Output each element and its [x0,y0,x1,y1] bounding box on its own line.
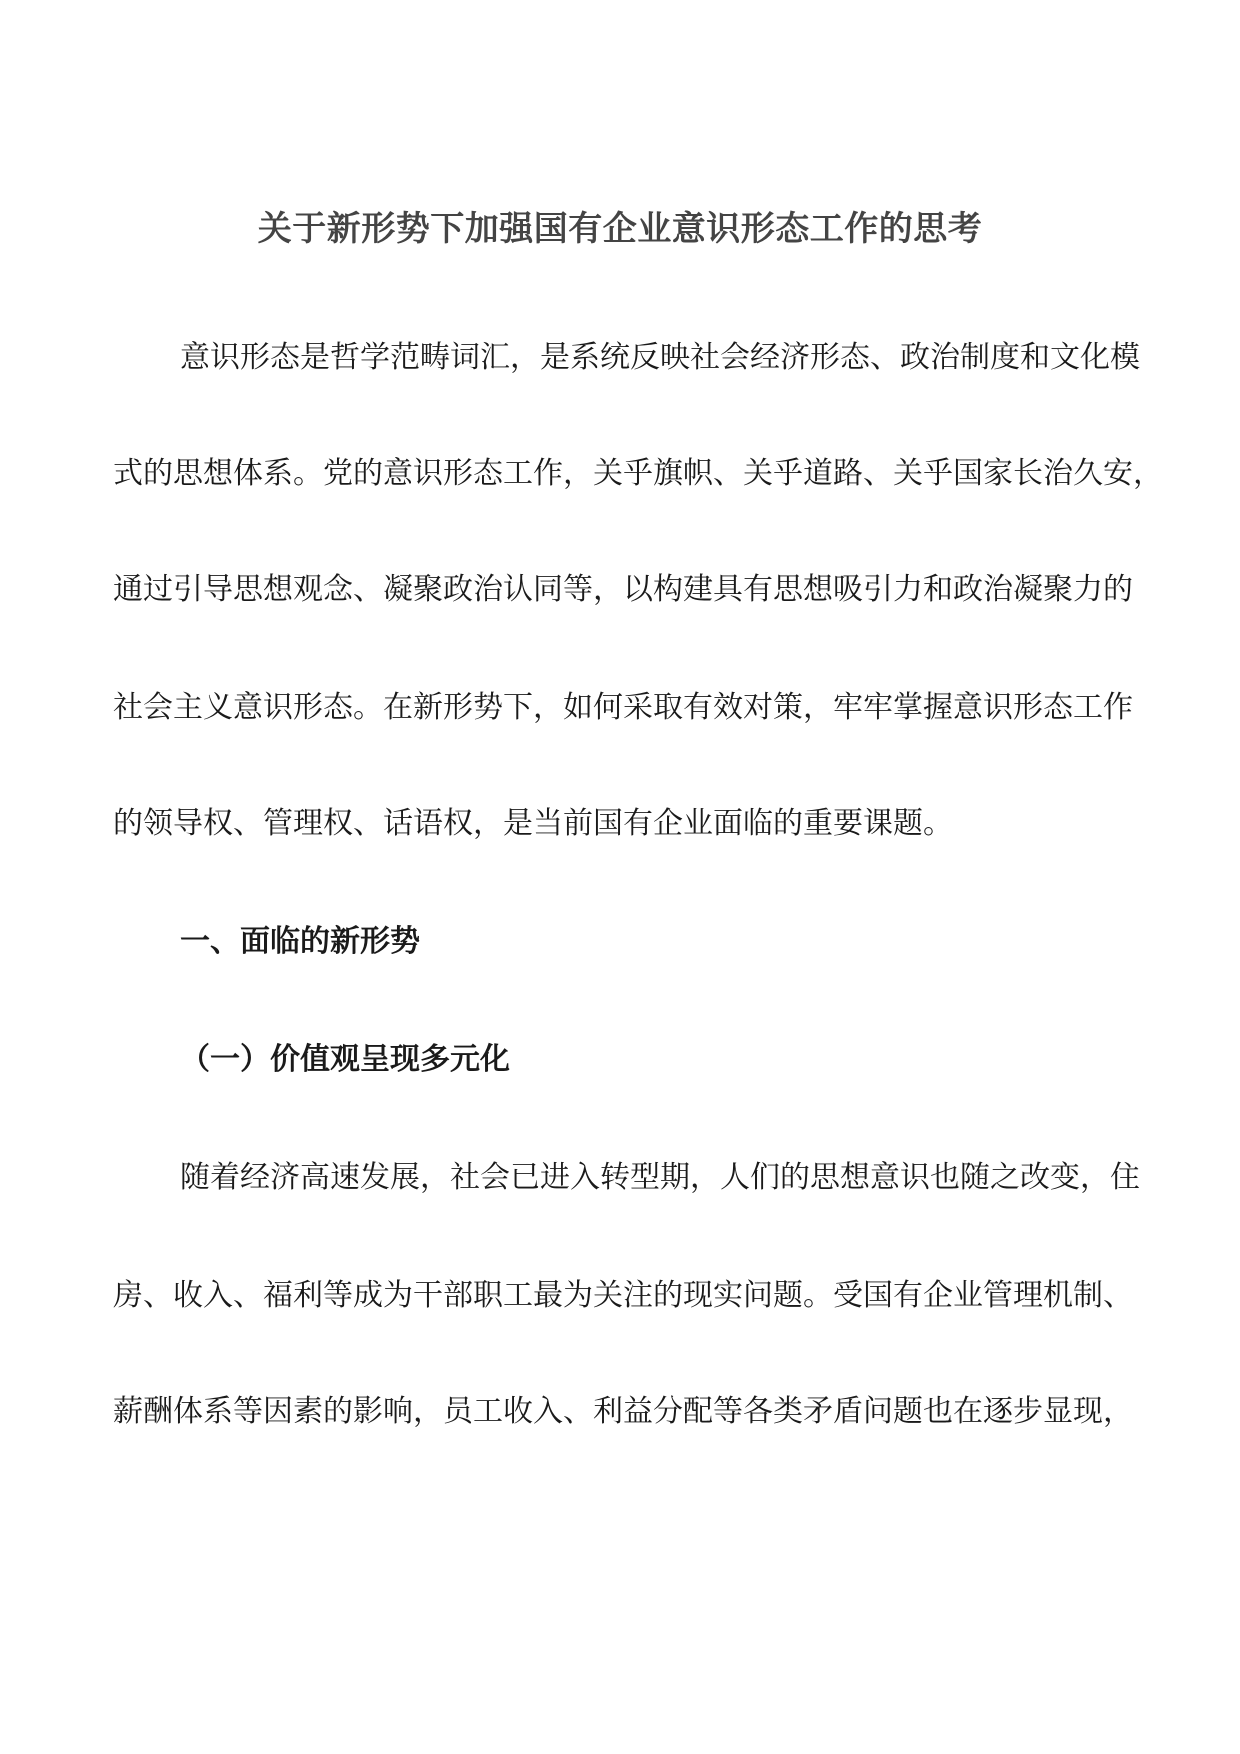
body-line-2: 房、收入、福利等成为干部职工最为关注的现实问题。受国有企业管理机制、 [113,1278,1133,1313]
section-heading: 一、面临的新形势 [180,924,420,959]
body-line-3: 薪酬体系等因素的影响，员工收入、利益分配等各类矛盾问题也在逐步显现， [113,1394,1133,1429]
intro-line-2: 式的思想体系。党的意识形态工作，关乎旗帜、关乎道路、关乎国家长治久安， [113,456,1163,491]
intro-line-3: 通过引导思想观念、凝聚政治认同等，以构建具有思想吸引力和政治凝聚力的 [113,572,1133,607]
body-line-1: 随着经济高速发展，社会已进入转型期，人们的思想意识也随之改变，住 [180,1160,1140,1195]
intro-line-5: 的领导权、管理权、话语权，是当前国有企业面临的重要课题。 [113,806,953,841]
intro-line-4: 社会主义意识形态。在新形势下，如何采取有效对策，牢牢掌握意识形态工作 [113,690,1133,725]
intro-line-1: 意识形态是哲学范畴词汇，是系统反映社会经济形态、政治制度和文化模 [180,340,1140,375]
document-title: 关于新形势下加强国有企业意识形态工作的思考 [257,209,983,249]
subsection-heading: （一）价值观呈现多元化 [180,1042,510,1077]
